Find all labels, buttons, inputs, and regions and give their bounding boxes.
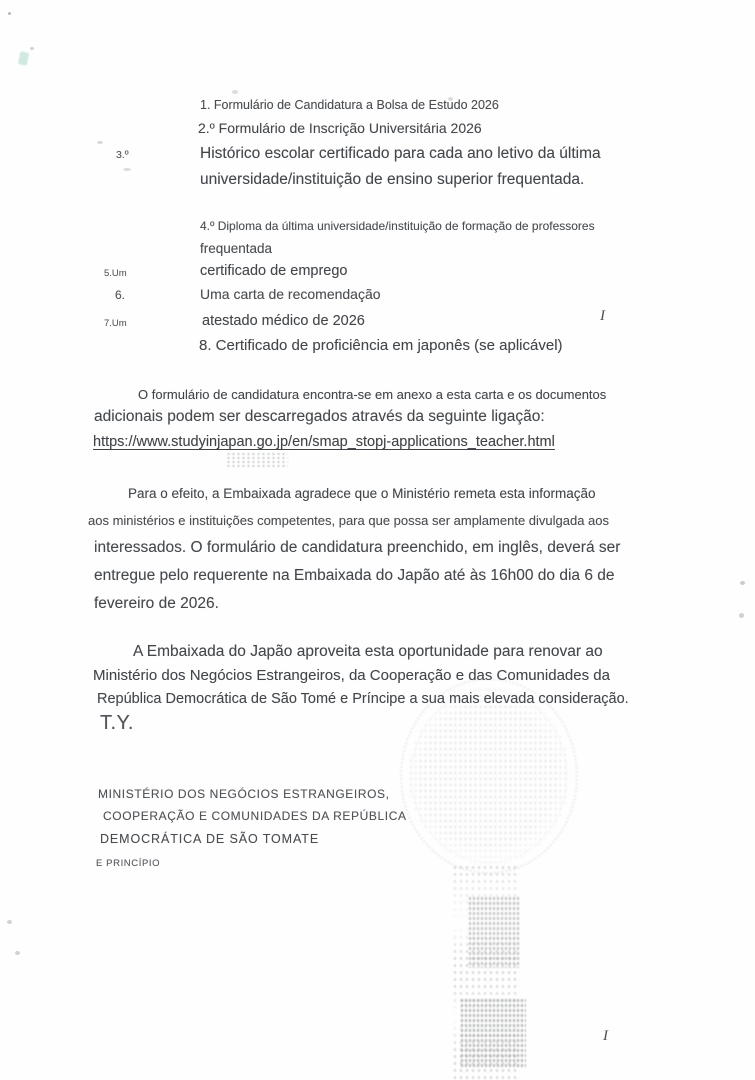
paper-speck [123,168,131,171]
scan-noise-under-link [226,452,288,468]
request-paragraph-line-2: aos ministérios e instituições competentes, para que possa ser amplamente divulgada aos [88,513,610,528]
footer-ministry-line-3: DEMOCRÁTICA DE SÃO TOMATE [100,832,320,846]
list-item-4-line-2: frequentada [200,241,273,256]
attachment-paragraph-line-2: adicionais podem ser descarregados através da seguinte ligação: [94,408,545,425]
paper-speck [232,90,238,94]
list-item-1: 1. Formulário de Candidatura a Bolsa de Estudo 2026 [200,98,499,112]
paper-speck [97,141,103,144]
signer-initials: T.Y. [100,712,134,734]
paper-speck [7,920,12,924]
stray-mark-bottom-right: I [603,1028,608,1044]
list-item-3-line-2: universidade/instituição de ensino superior frequentada. [200,171,585,188]
paper-speck [448,97,453,101]
paper-speck [740,581,745,585]
footer-ministry-line-2: COOPERAÇÃO E COMUNIDADES DA REPÚBLICA [103,809,407,823]
list-marker-6: 6. [115,288,126,302]
list-marker-7: 7.Um [104,318,127,329]
list-item-8: 8. Certificado de proficiência em japonês (se aplicável) [199,337,563,354]
request-paragraph-line-4: entregue pelo requerente na Embaixada do Japão até às 16h00 do dia 6 de [94,567,615,584]
paper-speck [15,951,20,955]
request-paragraph-line-3: interessados. O formulário de candidatura preenchido, em inglês, deverá ser [94,539,621,556]
paper-speck [739,613,744,618]
list-item-5: certificado de emprego [200,263,348,279]
list-item-6: Uma carta de recomendação [200,286,381,302]
closing-paragraph-line-2: Ministério dos Negócios Estrangeiros, da Cooperação e das Comunidades da [93,667,610,684]
scan-speckle-cluster-2 [460,998,526,1068]
paper-speck [8,12,11,15]
request-paragraph-line-1: Para o efeito, a Embaixada agradece que o Ministério remeta esta informação [128,486,596,501]
paper-speck [30,47,34,50]
list-marker-5: 5.Um [104,268,127,279]
green-ink-speck [18,51,30,66]
stamp-speckle-fill [408,686,570,866]
stray-mark-mid-right: I [600,308,605,324]
closing-paragraph-line-3: República Democrática de São Tomé e Príncipe a sua mais elevada consideração. [97,691,629,707]
request-paragraph-line-5: fevereiro de 2026. [94,595,219,612]
list-item-2: 2.º Formulário de Inscrição Universitária 2026 [198,120,482,136]
faint-round-stamp [400,678,578,874]
list-item-3-line-1: Histórico escolar certificado para cada ano letivo da última [200,145,601,162]
list-marker-3: 3.º [116,149,129,161]
scan-speckle-cluster-1 [468,896,520,968]
application-download-link[interactable]: https://www.studyinjapan.go.jp/en/smap_stopj-applications_teacher.html [93,434,555,450]
list-item-7: atestado médico de 2026 [202,313,365,329]
list-item-4-line-1: 4.º Diploma da última universidade/instituição de formação de professores [200,219,595,233]
footer-ministry-line-4: E PRINCÍPIO [96,858,161,869]
closing-paragraph-line-1: A Embaixada do Japão aproveita esta oportunidade para renovar ao [133,643,603,660]
attachment-paragraph-line-1: O formulário de candidatura encontra-se em anexo a esta carta e os documentos [138,387,607,402]
footer-ministry-line-1: MINISTÉRIO DOS NEGÓCIOS ESTRANGEIROS, [98,787,390,801]
